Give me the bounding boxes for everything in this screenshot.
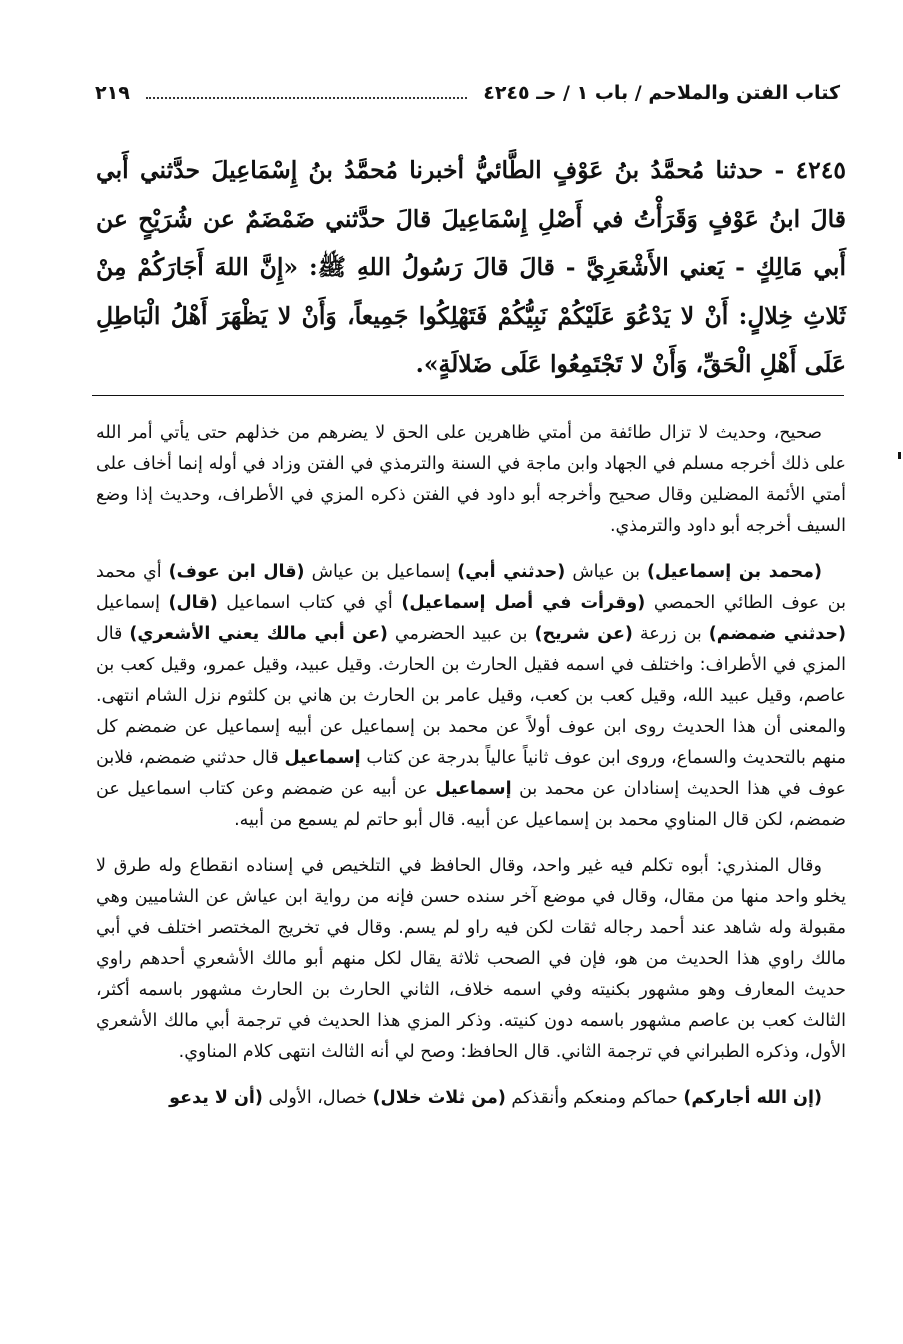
- margin-mark: [898, 452, 901, 459]
- bold-term: (قال): [168, 593, 218, 613]
- text-run: أي في كتاب اسماعيل: [217, 593, 402, 613]
- bold-term: (من ثلاث خلال): [372, 1088, 506, 1108]
- hadith-body: حدثنا مُحمَّدُ بنُ عَوْفٍ الطَّائيُّ أخبرنا مُحمَّدُ بنُ إِسْمَاعِيلَ حدَّثني أَبي قالَ ابنُ عَوْفٍ وَقَرَأْتُ في أَصْلِ إِسْمَاعِيلَ قالَ حدَّثني ضَمْضَمٌ عن شُرَيْحٍ عن أَبي مَالِكٍ - يَعني الأَشْعَرِيَّ - قالَ قالَ رَسُولُ اللهِ ﷺ: «إِنَّ اللهَ أَجَارَكُمْ مِنْ ثَلاثِ خِلالٍ: أَنْ لا يَدْعُوَ عَلَيْكُمْ نَبِيُّكُمْ فَتَهْلِكُوا جَمِيعاً، وَأَنْ لا يَظْهَرَ أَهْلُ الْبَاطِلِ عَلَى أَهْلِ الْحَقِّ، وَأَنْ لا تَجْتَمِعُوا عَلَى ضَلالَةٍ».: [96, 156, 846, 378]
- page-header: [95, 82, 840, 116]
- bold-term: إسماعيل: [284, 748, 361, 768]
- text-run: إسماعيل بن عياش: [304, 562, 458, 582]
- text-run: قال حدثني ضمضم، فلابن عوف في هذا الحديث إسنادان عن محمد بن: [96, 748, 846, 799]
- bold-term: (عن شريح): [534, 624, 633, 644]
- text-run: قال المزي في الأطراف: واختلف في اسمه فقيل الحارث بن الحارث. وقيل عبيد، وقيل عمرو، وقيل كعب بن عاصم، وقيل عبيد الله، وقيل كعب بن كعب، وقيل عامر بن الحارث بن هاني بن كلثوم نزل الشام انتهى. والمعنى أن هذا الحديث روى ابن عوف أولاً عن محمد بن إسماعيل عن أبيه إسماعيل عن ضمضم كل منهم بالتحديث والسماع، وروى ابن عوف ثانياً عالياً بدرجة عن كتاب: [96, 624, 846, 768]
- text-run: بن عياش: [565, 562, 648, 582]
- commentary-paragraph-1: صحيح، وحديث لا تزال طائفة من أمتي ظاهرين على الحق لا يضرهم من خذلهم حتى يأتي أمر الله على ذلك أخرجه مسلم في الجهاد وابن ماجة في السنة والترمذي في الفتن وزاد في أوله إنما أخاف على أمتي الأئمة المضلين وقال صحيح وأخرجه أبو داود في الفتن ذكره المزي في الأطراف، وحديث إذا وضع السيف أخرجه أبو داود والترمذي.: [96, 423, 846, 536]
- text-run: حماكم ومنعكم وأنقذكم: [505, 1088, 684, 1108]
- dotted-leader: [146, 85, 467, 99]
- bold-term: (أن لا يدعو: [169, 1088, 263, 1108]
- bold-term: (حدثني ضمضم): [708, 624, 846, 644]
- commentary: [96, 418, 846, 1114]
- bold-term: (وقرأت في أصل إسماعيل): [401, 593, 646, 613]
- bold-term: (محمد بن إسماعيل): [647, 562, 822, 582]
- text-run: عن أبيه عن ضمضم وعن كتاب اسماعيل عن ضمضم، لكن قال المناوي محمد بن إسماعيل عن أبيه. قال أبو حاتم لم يسمع من أبيه.: [96, 779, 846, 830]
- hadith-number: ٤٢٤٥ -: [774, 156, 847, 184]
- bold-term: (حدثني أبي): [457, 562, 566, 582]
- commentary-paragraph-3: وقال المنذري: أبوه تكلم فيه غير واحد، وقال الحافظ في التلخيص في إسناده انقطاع وله طرق لا يخلو واحد منها من مقال، وقال في موضع آخر سنده حسن فإنه من رواية ابن عياش عن الشاميين وهي مقبولة وله شاهد عند أحمد رجاله ثقات لكن فيه راو لم يسم. وقال في تخريج المختصر اختلف في أبي مالك راوي هذا الحديث من هو، فإن في الصحب ثلاثة يقال لكل منهم أبو مالك الأشعري أحدهم راوي حديث المعارف وهو مشهور بكنيته وفي اسمه خلاف، الثاني الحارث بن الحارث مشهور باسمه أكثر، الثالث كعب بن عاصم مشهور باسمه دون كنيته. وذكر المزي هذا الحديث في ترجمة أبي مالك الأشعري الأول، وذكره الطبراني في ترجمة الثاني. قال الحافظ: وصح لي أنه الثالث انتهى كلام المناوي.: [96, 856, 846, 1062]
- separator-rule: [92, 395, 844, 396]
- commentary-paragraph-4: [96, 1083, 846, 1114]
- text-run: بن عبيد الحضرمي: [387, 624, 535, 644]
- bold-term: (قال ابن عوف): [168, 562, 305, 582]
- bold-term: إسماعيل: [435, 779, 512, 799]
- text-run: خصال، الأولى: [262, 1088, 373, 1108]
- hadith-text: [96, 146, 846, 389]
- bold-term: (عن أبي مالك يعني الأشعري): [129, 624, 388, 644]
- text-run: أي محمد بن عوف الطائي الحمصي: [96, 562, 846, 613]
- running-title: كتاب الفتن والملاحم / باب ١ / حـ ٤٢٤٥: [483, 82, 840, 104]
- commentary-paragraph-2: [96, 557, 846, 836]
- bold-term: (إن الله أجاركم): [683, 1088, 822, 1108]
- page-number: ٢١٩: [95, 82, 130, 104]
- text-run: إسماعيل: [96, 593, 169, 613]
- text-run: بن زرعة: [632, 624, 709, 644]
